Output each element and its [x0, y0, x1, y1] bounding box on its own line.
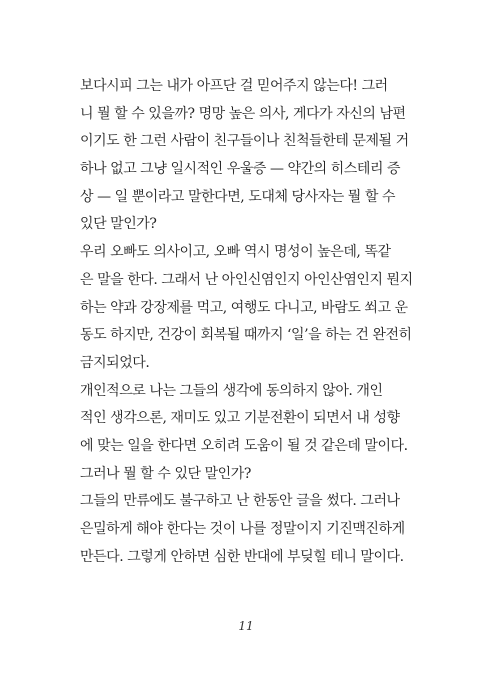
text-line: 이기도 한 그런 사람이 친구들이나 친척들한테 문제될 거 [80, 133, 409, 150]
text-line: 에 맞는 일을 한다면 오히려 도움이 될 것 같은데 말이다. [80, 437, 408, 454]
text-line: 은밀하게 해야 한다는 것이 나를 정말이지 기진맥진하게 [80, 521, 405, 537]
text-line: 그러나 뭘 할 수 있단 말인가? [80, 465, 251, 482]
text-line: 적인 생각으론, 재미도 있고 기분전환이 되면서 내 성향 [80, 410, 400, 427]
text-line: 그들의 만류에도 불구하고 난 한동안 글을 썼다. 그러나 [80, 493, 400, 510]
body-text [80, 73, 415, 571]
text-line: 우리 오빠도 의사이고, 오빠 역시 명성이 높은데, 똑같 [80, 244, 391, 261]
text-line: 상 — 일 뿐이라고 말한다면, 도대체 당사자는 뭘 할 수 [80, 188, 396, 205]
text-line: 만든다. 그렇게 안하면 심한 반대에 부딪힐 테니 말이다. [80, 548, 404, 565]
text-line: 보다시피 그는 내가 아프단 걸 믿어주지 않는다! 그러 [80, 78, 388, 94]
text-line: 하는 약과 강장제를 먹고, 여행도 다니고, 바람도 쐬고 운 [80, 299, 408, 316]
text-line: 니 뭘 할 수 있을까? 명망 높은 의사, 게다가 자신의 남편 [80, 105, 406, 122]
page-number: 11 [238, 619, 254, 633]
text-line: 금지되었다. [80, 354, 150, 371]
text-line: 하나 없고 그냥 일시적인 우울증 — 약간의 히스테리 증 [80, 161, 401, 178]
text-line: 은 말을 한다. 그래서 난 아인신염인지 아인산염인지 뭔지 [80, 271, 413, 288]
text-line: 개인적으로 나는 그들의 생각에 동의하지 않아. 개인 [80, 382, 383, 399]
text-line: 있단 말인가? [80, 216, 157, 233]
text-line: 동도 하지만, 건강이 회복될 때까지 ‘일’을 하는 건 완전히 [80, 327, 412, 344]
